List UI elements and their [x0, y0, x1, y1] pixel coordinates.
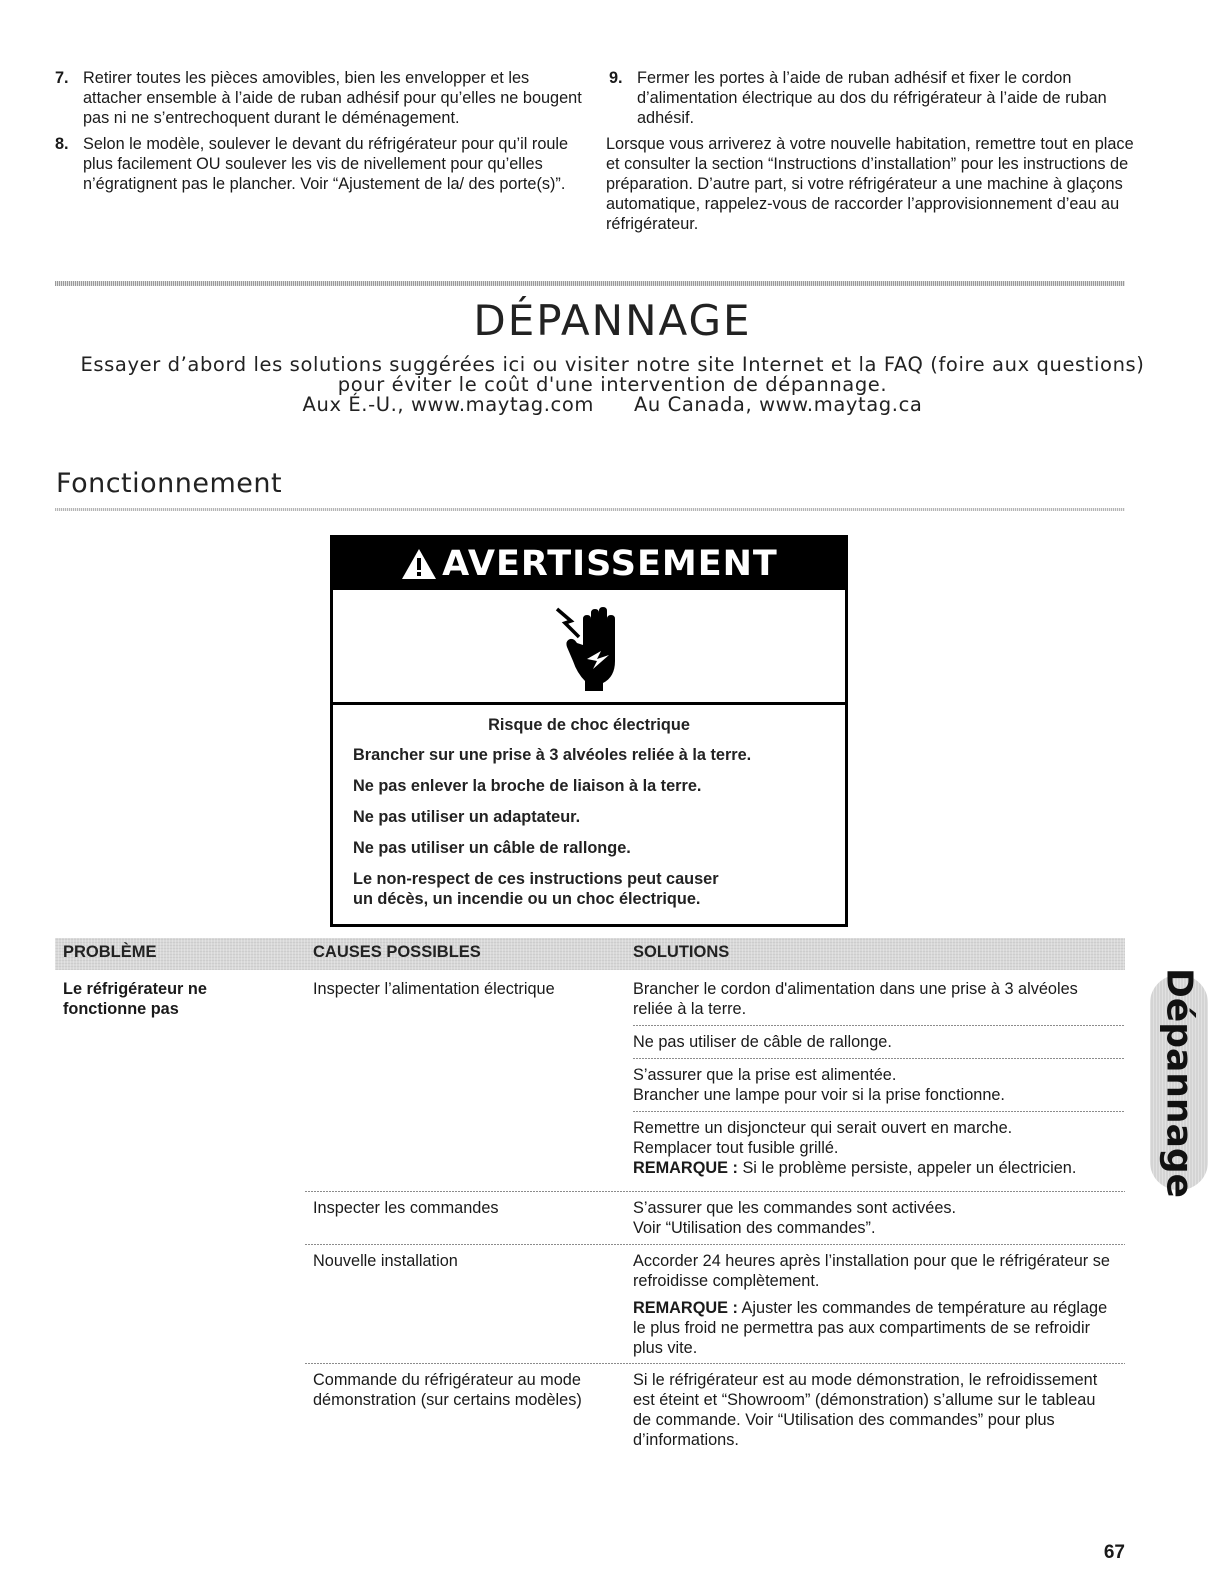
row-divider: [633, 1111, 1125, 1112]
page-subtitle: [80, 355, 1145, 415]
section-divider: [55, 281, 1125, 286]
subtitle-line: pour éviter le coût d'une intervention de dépannage.: [337, 373, 888, 396]
page-title: DÉPANNAGE: [473, 296, 752, 345]
warning-line: Ne pas utiliser un adaptateur.: [353, 808, 581, 826]
warning-header: [333, 538, 845, 590]
url-us: Aux É.-U., www.maytag.com: [302, 393, 594, 416]
item-number: 9.: [609, 69, 623, 87]
item-text: Selon le modèle, soulever le devant du réfrigérateur pour qu’il roule plus facilement OU soulever les vis de nivellement pour qu’elles n’égratignent pas le plancher. Voir “Ajustement de la/ des porte(s)”.: [83, 135, 569, 193]
solution-line: Brancher une lampe pour voir si la prise fonctionne.: [633, 1086, 1005, 1104]
solution-line: S’assurer que la prise est alimentée.: [633, 1066, 897, 1084]
row-divider: [633, 1025, 1125, 1026]
row-divider: [305, 1191, 1125, 1192]
problem-cell: Le réfrigérateur ne fonctionne pas: [63, 980, 207, 1018]
warning-box: [330, 535, 848, 927]
item-number: 8.: [55, 135, 69, 153]
cause-cell: Inspecter les commandes: [313, 1199, 499, 1217]
row-divider: [305, 1244, 1125, 1245]
url-ca: Au Canada, www.maytag.ca: [633, 393, 923, 416]
note-text: Si le problème persiste, appeler un électricien.: [737, 1159, 1077, 1177]
header-causes: CAUSES POSSIBLES: [313, 943, 481, 961]
solution-cell: [633, 1118, 1123, 1178]
warning-risk: Risque de choc électrique: [488, 716, 690, 734]
warning-line: Brancher sur une prise à 3 alvéoles reliée à la terre.: [353, 746, 752, 764]
table-header: [55, 938, 1125, 970]
solution-note: [633, 1298, 1118, 1358]
electric-shock-hand-icon: [549, 601, 629, 691]
note-label: REMARQUE :: [633, 1299, 738, 1317]
item-text: Retirer toutes les pièces amovibles, bien les envelopper et les attacher ensemble à l’aide de ruban adhésif pour qu’elles ne bougent pas ni ne s’entrechoquent durant le déménagement.: [83, 69, 582, 127]
solution-cell: [633, 1198, 1113, 1238]
item-number: 7.: [55, 69, 69, 87]
cause-cell: Commande du réfrigérateur au mode démonstration (sur certains modèles): [313, 1371, 582, 1409]
warning-pictogram: [333, 590, 845, 705]
note-text: Ajuster les commandes de température au réglage le plus froid ne permettra pas aux compartiments de se refroidir plus vite.: [633, 1299, 1108, 1357]
intro-right-column: [606, 68, 1136, 234]
solution-cell: [633, 1065, 1113, 1105]
header-problem: PROBLÈME: [63, 943, 157, 961]
warning-consequence: [353, 869, 845, 909]
solution-line: Remplacer tout fusible grillé.: [633, 1139, 839, 1157]
url-line: [80, 395, 1145, 415]
item-text: Fermer les portes à l’aide de ruban adhésif et fixer le cordon d’alimentation électrique au dos du réfrigérateur à l’aide de ruban adhésif.: [637, 69, 1107, 127]
warning-triangle-icon: [400, 547, 438, 581]
cause-cell: Nouvelle installation: [313, 1252, 458, 1270]
solution-line: Accorder 24 heures après l’installation pour que le réfrigérateur se refroidisse complètement.: [633, 1252, 1110, 1290]
warning-line: Ne pas enlever la broche de liaison à la terre.: [353, 777, 702, 795]
solution-cell: Ne pas utiliser de câble de rallonge.: [633, 1033, 892, 1051]
closing-paragraph: Lorsque vous arriverez à votre nouvelle habitation, remettre tout en place et consulter la section “Instructions d’installation” pour les instructions de préparation. D’autre part, si votre réfrigérateur a une machine à glaçons automatique, rappelez-vous de raccorder l’approvisionnement d’eau au réfrigérateur.: [606, 135, 1134, 233]
solution-line: Remettre un disjoncteur qui serait ouvert en marche.: [633, 1119, 1013, 1137]
section-rule: [55, 508, 1125, 511]
side-tab-label: Dépannage: [1158, 967, 1200, 1198]
list-item: [606, 68, 1136, 128]
solution-note: [633, 1158, 1123, 1178]
solution-cell: Si le réfrigérateur est au mode démonstration, le refroidissement est éteint et “Showroom” (démonstration) s’allume sur le tableau de commande. Voir “Utilisation des commandes” pour plus d’informations.: [633, 1371, 1098, 1449]
section-heading: Fonctionnement: [56, 468, 283, 499]
page-number: 67: [1103, 1542, 1125, 1563]
warning-title: AVERTISSEMENT: [442, 544, 778, 584]
list-item: [52, 134, 582, 194]
subtitle-line: Essayer d’abord les solutions suggérées ici ou visiter notre site Internet et la FAQ (foire aux questions): [80, 353, 1145, 376]
warning-text: [333, 705, 845, 909]
row-divider: [633, 1058, 1125, 1059]
solution-cell: [633, 1251, 1118, 1358]
solution-line: Voir “Utilisation des commandes”.: [633, 1219, 876, 1237]
intro-left-column: [52, 68, 582, 200]
note-label: REMARQUE :: [633, 1159, 738, 1177]
consequence-line: un décès, un incendie ou un choc électrique.: [353, 890, 701, 908]
solution-line: S’assurer que les commandes sont activées.: [633, 1199, 957, 1217]
section-side-tab: [1150, 967, 1208, 1198]
header-solutions: SOLUTIONS: [633, 943, 730, 961]
warning-line: Ne pas utiliser un câble de rallonge.: [353, 839, 631, 857]
list-item: [52, 68, 582, 128]
consequence-line: Le non-respect de ces instructions peut causer: [353, 870, 719, 888]
solution-cell: Brancher le cordon d'alimentation dans une prise à 3 alvéoles reliée à la terre.: [633, 980, 1078, 1018]
cause-cell: Inspecter l’alimentation électrique: [313, 980, 555, 998]
row-divider: [305, 1363, 1125, 1364]
